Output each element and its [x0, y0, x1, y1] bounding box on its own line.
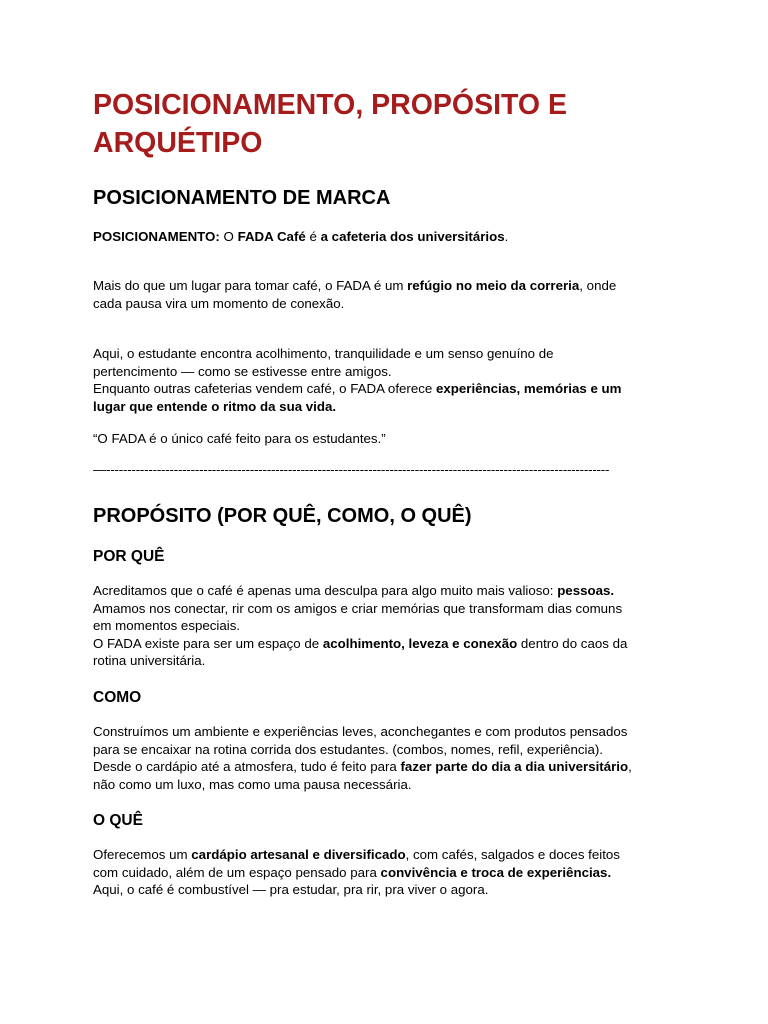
- para2-line-1: Aqui, o estudante encontra acolhimento, tranquilidade e um senso genuíno de: [93, 346, 554, 361]
- brand-descriptor: a cafeteria dos universitários: [320, 229, 505, 244]
- para1-line-2: cada pausa vira um momento de conexão.: [93, 295, 345, 311]
- why-line-5: rotina universitária.: [93, 653, 206, 668]
- para2-line-2: pertencimento — como se estivesse entre amigos.: [93, 363, 392, 379]
- para1-text-1: Mais do que um lugar para tomar café, o FADA é um: [93, 278, 408, 293]
- positioning-paragraph-1: [93, 277, 683, 312]
- what-line-1-text-2: , com cafés, salgados e doces feitos: [405, 847, 620, 862]
- what-line-2-bold: convivência e troca de experiências.: [380, 864, 612, 880]
- positioning-paragraph-2: [93, 345, 683, 415]
- subheading-what: O QUÊ: [93, 812, 143, 829]
- section-divider: —-----------------------------------------------------------------------------------------------------------------------: [93, 462, 610, 477]
- para2-line-4: [93, 398, 683, 416]
- what-line-3: Aqui, o café é combustível — pra estudar, pra rir, pra viver o agora.: [93, 882, 489, 897]
- how-line-4: não como um luxo, mas como uma pausa necessária.: [93, 776, 412, 792]
- why-line-2: Amamos nos conectar, rir com os amigos e criar memórias que transformam dias comuns: [93, 600, 623, 616]
- why-line-4-text-1: O FADA existe para ser um espaço de: [93, 635, 323, 651]
- section-heading-purpose: PROPÓSITO (POR QUÊ, COMO, O QUÊ): [93, 505, 472, 527]
- how-line-3: [93, 758, 683, 776]
- why-line-1-text: Acreditamos que o café é apenas uma desculpa para algo muito mais valioso:: [93, 583, 558, 598]
- how-line-3-text-2: ,: [628, 759, 632, 774]
- what-paragraph: [93, 846, 683, 899]
- positioning-statement: [93, 228, 683, 246]
- para2-line-3-text: Enquanto outras cafeterias vendem café, o FADA oferece: [93, 381, 436, 396]
- why-line-4-bold: acolhimento, leveza e conexão: [322, 635, 518, 651]
- what-line-1-text-1: Oferecemos um: [93, 847, 192, 862]
- why-line-4-text-2: dentro do caos da: [517, 635, 628, 651]
- brand-name: FADA Café: [237, 229, 306, 244]
- section-heading-positioning: POSICIONAMENTO DE MARCA: [93, 187, 391, 209]
- paragraph-line: [93, 277, 683, 295]
- how-line-3-text: Desde o cardápio até a atmosfera, tudo é feito para: [93, 759, 401, 774]
- what-line-1-bold: cardápio artesanal e diversificado: [191, 847, 406, 862]
- how-line-1: Construímos um ambiente e experiências leves, aconchegantes e com produtos pensados: [93, 724, 628, 739]
- why-paragraph: [93, 582, 683, 670]
- para2-line-3: [93, 380, 683, 398]
- statement-text-3: .: [504, 229, 509, 244]
- how-line-3-bold: fazer parte do dia a dia universitário: [400, 759, 629, 774]
- what-line-2: [93, 864, 683, 882]
- positioning-statement-line: [93, 228, 683, 246]
- brand-quote: “O FADA é o único café feito para os estudantes.”: [93, 431, 386, 446]
- para1-text-2: , onde: [579, 278, 617, 293]
- how-line-2: para se encaixar na rotina corrida dos estudantes. (combos, nomes, refil, experiência).: [93, 741, 603, 757]
- how-paragraph: [93, 723, 683, 793]
- why-line-4: [93, 635, 683, 653]
- what-line-1: [93, 846, 683, 864]
- para2-line-3-bold: experiências, memórias e um: [435, 381, 622, 396]
- subheading-why: POR QUÊ: [93, 548, 165, 565]
- why-line-1: [93, 582, 683, 600]
- what-line-2-text: com cuidado, além de um espaço pensado para: [93, 864, 381, 880]
- para1-bold-1: refúgio no meio da correria: [407, 278, 580, 293]
- statement-text-1: O: [219, 229, 238, 244]
- statement-text-2: é: [305, 229, 321, 244]
- subheading-how: COMO: [93, 689, 142, 706]
- document-title: POSICIONAMENTO, PROPÓSITO E ARQUÉTIPO: [93, 89, 568, 159]
- why-line-3: em momentos especiais.: [93, 618, 241, 633]
- positioning-label: POSICIONAMENTO:: [93, 229, 220, 244]
- para2-line-4-bold: lugar que entende o ritmo da sua vida.: [93, 398, 337, 414]
- why-line-1-bold: pessoas.: [557, 583, 615, 598]
